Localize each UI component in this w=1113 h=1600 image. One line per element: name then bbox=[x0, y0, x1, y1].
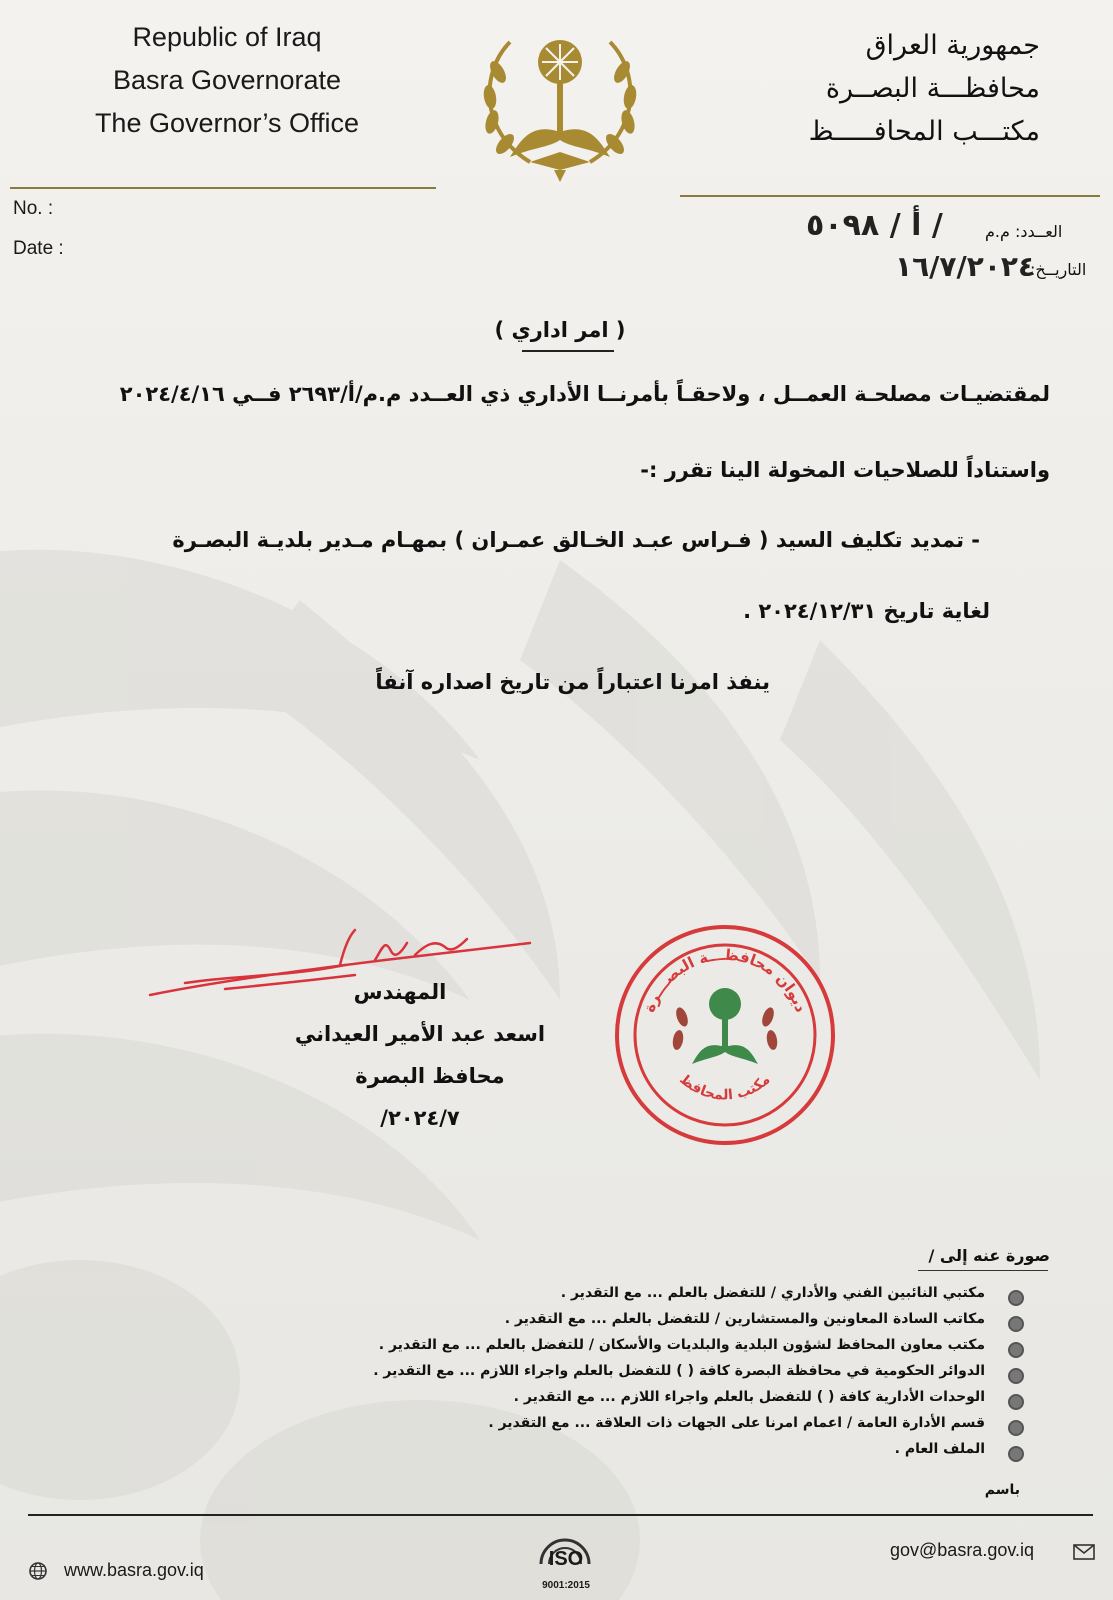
header-ar-line1: جمهورية العراق bbox=[865, 30, 1040, 61]
cc-heading-underline bbox=[918, 1270, 1048, 1271]
order-line-1: لمقتضيـات مصلحـة العمــل ، ولاحقـاً بأمرنــا الأداري ذي العــدد م.م/أ/٢٦٩٣ فــي ٢٠٢٤/٤/١٦ bbox=[119, 382, 1050, 406]
svg-text:مكتب المحافظ bbox=[676, 1071, 773, 1103]
cc-bullet-6 bbox=[1008, 1420, 1024, 1436]
cc-item-3: مكتب معاون المحافظ لشؤون البلدية والبلديات والأسكان / للتفضل بالعلم ... مع التقدير . bbox=[378, 1337, 985, 1353]
order-line-4: لغاية تاريخ ٢٠٢٤/١٢/٣١ . bbox=[743, 599, 990, 623]
cc-bullet-4 bbox=[1008, 1368, 1024, 1384]
date-value-ar: ١٦/٧/٢٠٢٤ bbox=[895, 250, 1036, 283]
official-stamp bbox=[612, 922, 838, 1148]
stamp-top-text: ديوان محافظـــة البصـــرة bbox=[639, 945, 811, 1015]
header-rule-left bbox=[10, 187, 436, 189]
number-value-ar: / أ / ٥٠٩٨ bbox=[806, 208, 943, 243]
header-ar-line2: محافظـــة البصــرة bbox=[825, 73, 1040, 104]
order-line-3: - تمديد تكليف السيد ( فـراس عبـد الخـالق عمـران ) بمهـام مـدير بلديـة البصـرة bbox=[172, 528, 980, 552]
date-label-ar: التاريــخ: bbox=[1030, 260, 1087, 279]
header-en-line2: Basra Governorate bbox=[112, 65, 342, 95]
order-line-5: ينفذ امرنا اعتباراً من تاريخ اصداره آنفاً bbox=[375, 670, 770, 694]
header-ar-line3: مكتـــب المحافـــــظ bbox=[808, 116, 1040, 147]
order-title-underline bbox=[522, 350, 614, 352]
header-rule-right bbox=[680, 195, 1100, 197]
signature-name: اسعد عبد الأمير العيداني bbox=[294, 1022, 546, 1046]
footer-rule bbox=[28, 1514, 1093, 1516]
header-english bbox=[77, 16, 377, 145]
header-en-line3: The Governor’s Office bbox=[94, 108, 360, 138]
cc-bullet-7 bbox=[1008, 1446, 1024, 1462]
cc-bullet-3 bbox=[1008, 1342, 1024, 1358]
number-label-ar: العــدد: م.م bbox=[985, 222, 1063, 241]
cc-item-7: الملف العام . bbox=[894, 1441, 985, 1457]
cc-item-5: الوحدات الأدارية كافة ( ) للتفضل بالعلم واجراء اللازم ... مع التقدير . bbox=[513, 1389, 985, 1405]
cc-item-1: مكتبي النائبين الفني والأداري / للتفضل بالعلم ... مع التقدير . bbox=[560, 1285, 985, 1301]
cc-heading: صورة عنه إلى / bbox=[928, 1246, 1050, 1265]
globe-icon bbox=[28, 1561, 48, 1581]
envelope-icon bbox=[1073, 1544, 1095, 1560]
header-arabic bbox=[740, 24, 1040, 153]
iso-number: 9001:2015 bbox=[542, 1580, 590, 1591]
cc-bullet-2 bbox=[1008, 1316, 1024, 1332]
signature-date: ٢٠٢٤/٧/ bbox=[380, 1106, 460, 1130]
order-title: ( امر اداري ) bbox=[494, 318, 626, 342]
no-label: No. : bbox=[13, 198, 54, 219]
footer-website[interactable]: www.basra.gov.iq bbox=[64, 1560, 204, 1580]
cc-item-2: مكاتب السادة المعاونين والمستشارين / للتفضل بالعلم ... مع التقدير . bbox=[504, 1311, 985, 1327]
stamp-bottom-text: مكتب المحافظ bbox=[676, 1071, 774, 1104]
header-en-line1: Republic of Iraq bbox=[132, 22, 322, 52]
governorate-emblem-icon bbox=[470, 22, 650, 182]
order-line-2: واستناداً للصلاحيات المخولة الينا تقرر :- bbox=[640, 458, 1050, 482]
cc-item-6: قسم الأدارة العامة / اعمام امرنا على الجهات ذات العلاقة ... مع التقدير . bbox=[488, 1415, 985, 1431]
footer-email[interactable]: gov@basra.gov.iq bbox=[890, 1540, 1035, 1560]
iso-label: ISO bbox=[548, 1548, 584, 1570]
signature-title: المهندس bbox=[353, 980, 447, 1004]
signature-position: محافظ البصرة bbox=[355, 1064, 505, 1088]
cc-item-4: الدوائر الحكومية في محافظة البصرة كافة ( ) للتفضل بالعلم واجراء اللازم ... مع التقدير . bbox=[373, 1363, 985, 1379]
cc-bullet-5 bbox=[1008, 1394, 1024, 1410]
cc-initials: باسم bbox=[984, 1482, 1020, 1498]
cc-bullet-1 bbox=[1008, 1290, 1024, 1306]
date-label: Date : bbox=[13, 238, 64, 259]
